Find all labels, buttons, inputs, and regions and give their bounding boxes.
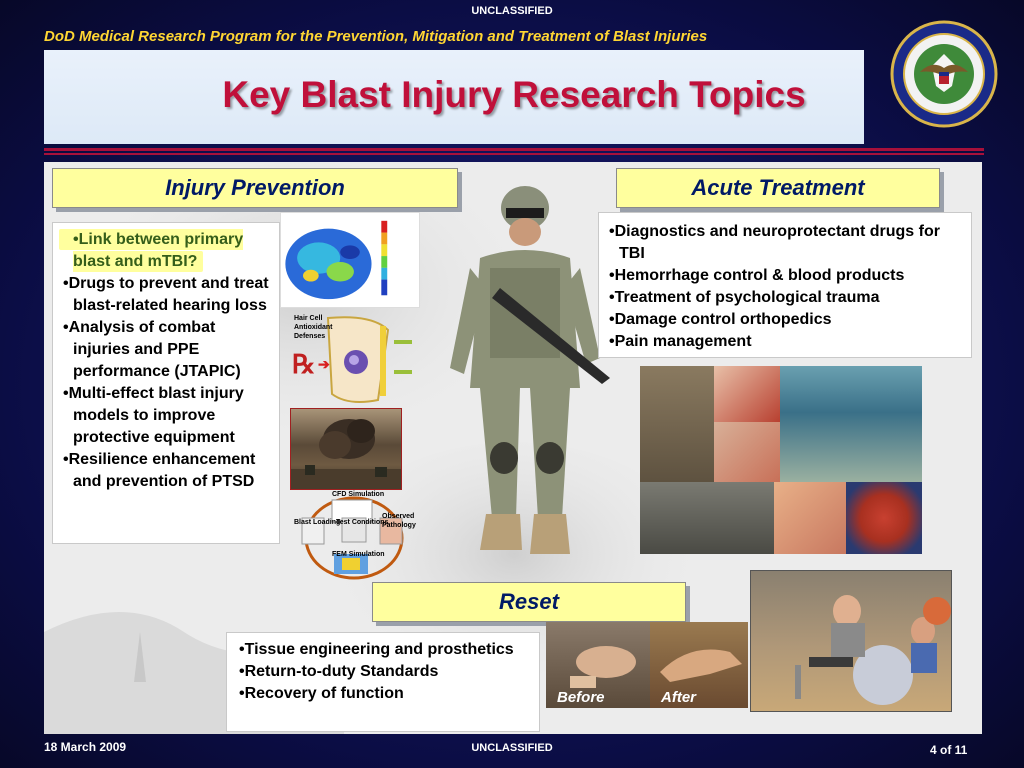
highlighted-question: •Link between primary blast and mTBI?: [59, 229, 243, 272]
list-item: •Resilience enhancement and prevention of PTSD: [63, 451, 256, 490]
tissue-photo: [846, 482, 922, 554]
list-item: •Multi-effect blast injury models to improve protective equipment: [63, 385, 244, 446]
list-item: •Pain management: [609, 333, 752, 350]
page-number: 4 of 11: [930, 743, 968, 757]
footer-date: 18 March 2009: [44, 740, 127, 754]
surgical-team-photo: [780, 366, 922, 482]
acute-treatment-header: Acute Treatment: [616, 168, 940, 208]
fem-label: FEM Simulation: [332, 551, 385, 558]
injury-prevention-header: Injury Prevention: [52, 168, 458, 208]
after-label: After: [661, 689, 697, 706]
list-item: •Damage control orthopedics: [609, 311, 832, 328]
rehab-gym-photo: [750, 570, 952, 712]
blast-simulation-cycle-diagram: [292, 488, 427, 580]
program-title: DoD Medical Research Program for the Prevention, Mitigation and Treatment of Blast Injuries: [44, 28, 708, 45]
rx-symbol: ℞: [292, 350, 316, 380]
soldier-photo: [430, 178, 620, 578]
list-item: •Return-to-duty Standards: [239, 663, 439, 680]
injured-limb-photo: [774, 482, 846, 554]
injury-prevention-list: [52, 222, 280, 544]
reset-list: [226, 632, 540, 732]
acute-treatment-list: [598, 212, 972, 358]
list-item: •Tissue engineering and prosthetics: [239, 641, 514, 658]
hair-cell-diagram: [292, 310, 422, 408]
list-item: •Diagnostics and neuroprotectant drugs for TBI: [609, 223, 940, 262]
observed-pathology-label: Observed Pathology: [382, 513, 416, 529]
list-item: •Analysis of combat injuries and PPE performance (JTAPIC): [63, 319, 241, 380]
reset-header: Reset: [372, 582, 686, 622]
brain-model-heatmap: [280, 212, 420, 308]
wound-photo-1: [714, 366, 780, 422]
test-conditions-label: Test Conditions: [336, 519, 389, 526]
wound-photo-2: [714, 422, 780, 482]
blast-loading-label: Blast Loading: [294, 519, 341, 526]
before-label: Before: [557, 689, 605, 706]
title-rule-top: [44, 148, 984, 151]
field-hospital-photo: [640, 482, 774, 554]
blast-explosion-photo: [290, 408, 402, 490]
classification-top: UNCLASSIFIED: [471, 5, 553, 17]
list-item: •Treatment of psychological trauma: [609, 289, 880, 306]
dod-seal-icon: [890, 20, 998, 128]
classification-bottom: UNCLASSIFIED: [471, 742, 553, 754]
slide-title: Key Blast Injury Research Topics: [222, 74, 806, 115]
field-medic-photo: [640, 366, 714, 482]
cfd-label: CFD Simulation: [332, 491, 385, 498]
hair-cell-label: Hair Cell Antioxidant Defenses: [294, 315, 333, 340]
list-item: •Drugs to prevent and treat blast-related hearing loss: [63, 275, 269, 314]
list-item: [59, 229, 275, 273]
list-item: •Hemorrhage control & blood products: [609, 267, 905, 284]
list-item: •Recovery of function: [239, 685, 404, 702]
title-rule-bottom: [44, 153, 984, 155]
arrow-right-icon: ➔: [318, 356, 330, 372]
